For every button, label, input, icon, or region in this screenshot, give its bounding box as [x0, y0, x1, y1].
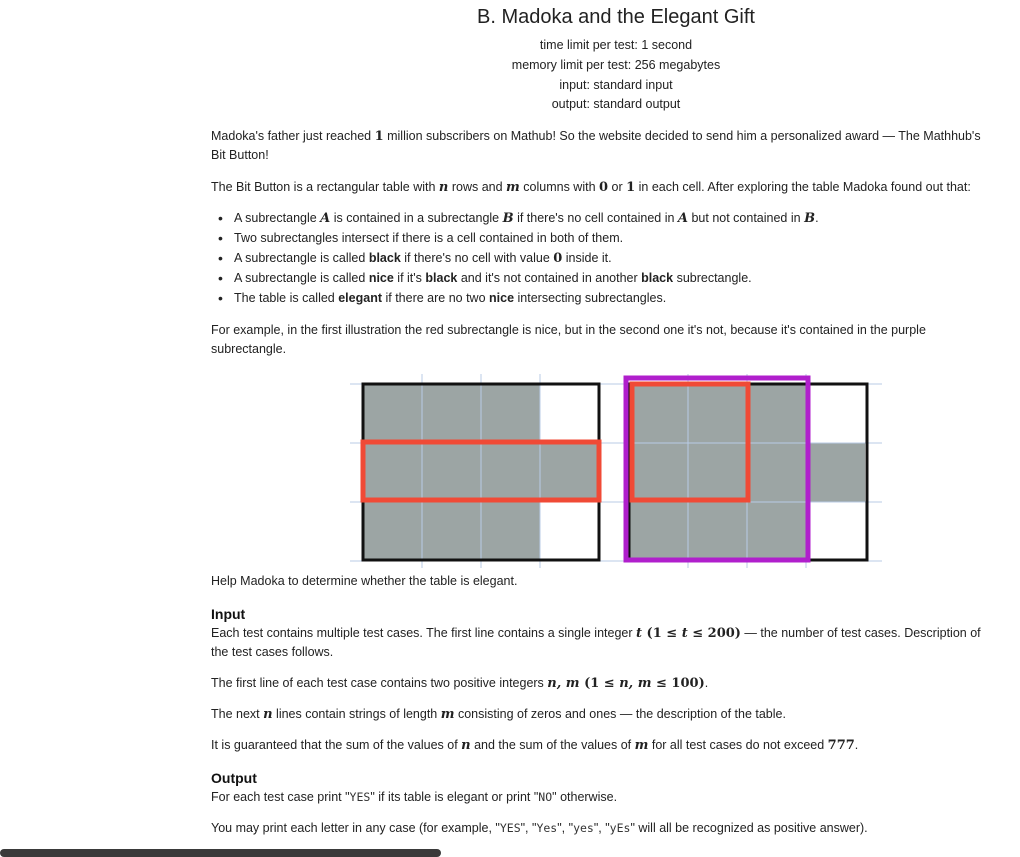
white-cell: [806, 384, 865, 443]
math-A: A: [677, 211, 688, 226]
bold-term: elegant: [338, 291, 382, 305]
text: — the number of test cases. Description of: [740, 626, 981, 640]
white-cell: [540, 384, 599, 443]
text: lines contain strings of length: [272, 707, 441, 721]
text: inside it.: [562, 251, 612, 265]
text: A subrectangle: [234, 211, 321, 225]
text: but not contained in: [688, 211, 805, 225]
black-cell: [688, 443, 747, 502]
text: It is guaranteed that the sum of the values of: [211, 738, 462, 752]
output-spec: output: standard output: [551, 97, 681, 111]
text: ", ": [520, 821, 537, 835]
math-n: n: [263, 707, 273, 722]
text: subrectangle.: [211, 342, 287, 356]
black-cell: [481, 443, 540, 502]
output-line-2: [211, 819, 1017, 838]
output-heading: Output: [211, 770, 257, 786]
code-yes: yes: [573, 821, 594, 835]
black-cell: [629, 502, 688, 561]
bold-term: nice: [489, 291, 515, 305]
bold-term: black: [641, 271, 674, 285]
text: consisting of zeros and ones — the description of the table.: [454, 707, 786, 721]
text: ", ": [593, 821, 610, 835]
code-yes: YES: [499, 821, 521, 835]
math-range: ≤ 200): [687, 626, 741, 641]
text: Madoka's father just reached: [211, 129, 375, 143]
math-n: n: [461, 738, 471, 753]
black-cell: [363, 502, 422, 561]
code-yes: yEs: [609, 821, 631, 835]
time-limit: time limit per test: 1 second: [539, 38, 693, 52]
black-cell: [481, 384, 540, 443]
text: if it's: [393, 271, 426, 285]
math-m: m: [506, 180, 520, 195]
text: The table is called: [234, 291, 339, 305]
text: intersecting subrectangles.: [514, 291, 667, 305]
math-n: n: [438, 180, 449, 195]
text: and the sum of the values of: [470, 738, 635, 752]
text: the test cases follows.: [211, 645, 334, 659]
list-item: [234, 249, 1014, 269]
text: or: [608, 180, 627, 194]
math-range: ≤ 100): [651, 676, 705, 691]
math-m: m: [634, 738, 649, 753]
statement-paragraph-4: Help Madoka to determine whether the table is elegant.: [211, 574, 518, 588]
math-t: t: [636, 626, 643, 641]
white-cell: [806, 502, 865, 561]
math-range: (1 ≤: [642, 626, 682, 641]
code-yes: Yes: [536, 821, 558, 835]
input-line-4: [211, 736, 1017, 755]
math-one: 1: [626, 180, 636, 195]
math-range: (1 ≤: [579, 676, 620, 691]
text: For each test case print ": [211, 790, 350, 804]
black-cell: [747, 502, 806, 561]
text: if there are no two: [382, 291, 490, 305]
text: for all test cases do not exceed: [648, 738, 828, 752]
black-cell: [688, 502, 747, 561]
black-cell: [363, 443, 422, 502]
problem-title: B. Madoka and the Elegant Gift: [477, 6, 755, 28]
text: rows and: [448, 180, 507, 194]
example-illustration: [350, 372, 885, 568]
text: in each cell. After exploring the table Madoka found out that:: [635, 180, 971, 194]
text: " will all be recognized as positive answer).: [630, 821, 868, 835]
text: The first line of each test case contains two positive integers: [211, 676, 548, 690]
statement-paragraph-3: [211, 321, 1017, 359]
code-yes: YES: [349, 790, 371, 804]
text: Bit Button!: [211, 148, 269, 162]
text: subrectangle.: [673, 271, 752, 285]
input-line-2: [211, 674, 1017, 693]
text: You may print each letter in any case (for example, ": [211, 821, 500, 835]
definitions-list: [234, 209, 1014, 309]
text: The next: [211, 707, 264, 721]
text: Two subrectangles intersect if there is a cell contained in both of them.: [234, 231, 624, 245]
input-line-1: [211, 624, 1017, 662]
memory-limit: memory limit per test: 256 megabytes: [511, 58, 721, 72]
black-cell: [540, 443, 599, 502]
input-heading: Input: [211, 606, 246, 622]
text: .: [704, 676, 709, 690]
text: is contained in a subrectangle: [330, 211, 503, 225]
text: A subrectangle is called: [234, 251, 369, 265]
input-line-3: [211, 705, 1017, 724]
black-cell: [747, 384, 806, 443]
black-cell: [422, 502, 481, 561]
text: ", ": [557, 821, 574, 835]
black-cell: [422, 443, 481, 502]
black-cell: [688, 384, 747, 443]
text: if there's no cell with value: [400, 251, 554, 265]
math-vars: n, m: [547, 676, 580, 691]
bold-term: black: [368, 251, 401, 265]
text: .: [854, 738, 859, 752]
black-cell: [629, 384, 688, 443]
text: For example, in the first illustration the red subrectangle is nice, but in the second one it's not, because it's contained in the purple: [211, 323, 926, 337]
math-B: B: [502, 211, 514, 226]
list-item: [234, 289, 1014, 309]
text: Each test contains multiple test cases. The first line contains a single integer: [211, 626, 636, 640]
math-zero: 0: [599, 180, 609, 195]
math-one: 1: [374, 129, 384, 144]
text: " otherwise.: [552, 790, 618, 804]
black-cell: [629, 443, 688, 502]
statement-paragraph-2: [211, 178, 1017, 197]
text: .: [815, 211, 819, 225]
text: if there's no cell contained in: [513, 211, 678, 225]
statement-paragraph-1: [211, 127, 1017, 165]
math-vars: n, m: [619, 676, 652, 691]
black-cell: [747, 443, 806, 502]
code-no: NO: [538, 790, 553, 804]
white-cell: [540, 502, 599, 561]
text: The Bit Button is a rectangular table with: [211, 180, 439, 194]
output-line-1: [211, 788, 1017, 807]
text: columns with: [519, 180, 599, 194]
text: and it's not contained in another: [457, 271, 642, 285]
math-number: 777: [827, 738, 855, 753]
input-spec: input: standard input: [559, 78, 673, 92]
list-item: [234, 269, 1014, 289]
list-item: [234, 229, 1014, 249]
text: A subrectangle is called: [234, 271, 369, 285]
math-A: A: [320, 211, 331, 226]
bold-term: black: [425, 271, 458, 285]
black-cell: [806, 443, 865, 502]
math-t: t: [681, 626, 688, 641]
bold-term: nice: [368, 271, 394, 285]
list-item: [234, 209, 1014, 229]
black-cell: [422, 384, 481, 443]
text: " if its table is elegant or print ": [370, 790, 539, 804]
math-zero: 0: [553, 251, 563, 266]
math-B: B: [804, 211, 816, 226]
text: million subscribers on Mathub! So the website decided to send him a personalized award — The Mathhub's: [383, 129, 981, 143]
math-m: m: [440, 707, 455, 722]
black-cell: [481, 502, 540, 561]
black-cell: [363, 384, 422, 443]
